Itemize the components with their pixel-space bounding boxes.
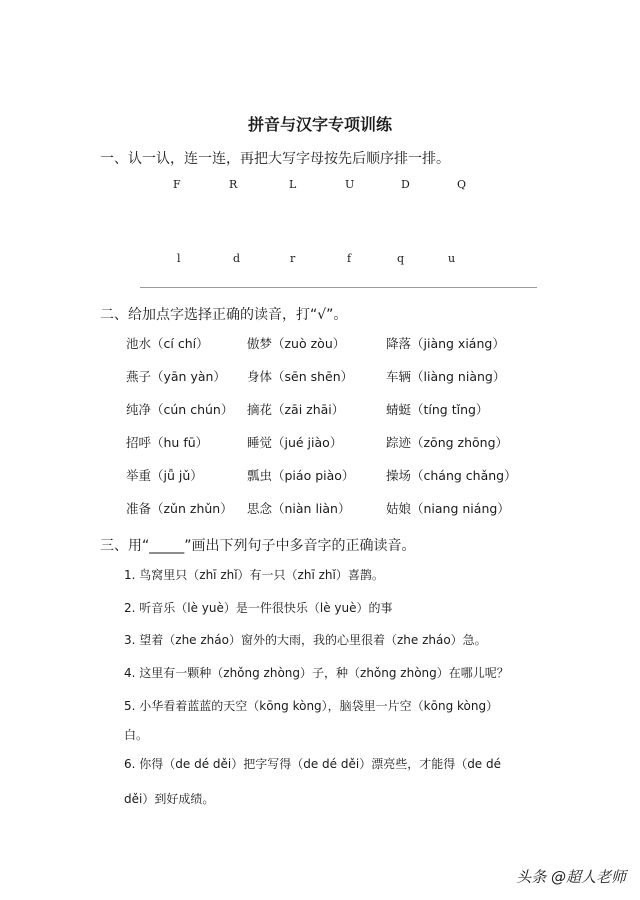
pinyin-item: 摘花（zāi zhāi） — [247, 402, 345, 417]
sentence-item: 6. 你得（de dé děi）把字写得（de dé děi）漂亮些，才能得（de dé — [124, 757, 502, 771]
lowercase-letter: l — [177, 252, 181, 265]
lowercase-letter: q — [397, 252, 405, 265]
pinyin-item: 蜻蜓（tíng tǐng） — [386, 402, 489, 417]
divider-line — [140, 287, 537, 288]
pinyin-item: 身体（sēn shēn） — [247, 369, 354, 384]
pinyin-item: 傲梦（zuò zòu） — [247, 336, 346, 351]
pinyin-item: 纯净（cún chún） — [126, 402, 234, 417]
uppercase-letter: L — [289, 178, 297, 191]
pinyin-item: 姑娘（niang niáng） — [386, 501, 510, 516]
pinyin-item: 瓢虫（piáo piào） — [247, 468, 355, 483]
pinyin-item: 招呼（hu fū） — [126, 435, 209, 450]
sentence-item: 1. 鸟窝里只（zhī zhǐ）有一只（zhī zhǐ）喜鹊。 — [124, 568, 384, 582]
sentence-continuation: 白。 — [124, 728, 149, 742]
pinyin-item: 池水（cí chí） — [126, 336, 209, 351]
uppercase-letter: F — [173, 178, 181, 191]
pinyin-item: 举重（jǚ jǔ） — [126, 468, 203, 483]
pinyin-item: 燕子（yān yàn） — [126, 369, 226, 384]
uppercase-letter: U — [345, 178, 355, 191]
lowercase-letter: f — [347, 252, 352, 265]
sentence-item: 2. 听音乐（lè yuè）是一件很快乐（lè yuè）的事 — [124, 601, 393, 615]
lowercase-letter: r — [290, 252, 296, 265]
uppercase-letter: R — [229, 178, 238, 191]
uppercase-letter: D — [401, 178, 410, 191]
sentence-item: 5. 小华看着蓝蓝的天空（kōng kòng），脑袋里一片空（kōng kòng） — [124, 699, 499, 713]
watermark: 头条 @超人老师 — [516, 868, 626, 886]
pinyin-item: 降落（jiàng xiáng） — [386, 336, 505, 351]
pinyin-item: 车辆（liàng niàng） — [386, 369, 506, 384]
pinyin-item: 准备（zǔn zhǔn） — [126, 501, 233, 516]
section1-heading: 一、认一认，连一连，再把大写字母按先后顺序排一排。 — [100, 151, 450, 167]
sentence-item: 4. 这里有一颗种（zhǒng zhòng）子，种（zhǒng zhòng）在哪儿呢？ — [124, 666, 509, 680]
sentence-item: 3. 望着（zhe zháo）窗外的大雨，我的心里很着（zhe zháo）急。 — [124, 633, 487, 647]
pinyin-item: 睡觉（jué jiào） — [247, 435, 343, 450]
sentence-continuation: děi）到好成绩。 — [124, 792, 215, 806]
pinyin-item: 思念（niàn liàn） — [247, 501, 351, 516]
uppercase-letter: Q — [457, 178, 467, 191]
page-title: 拼音与汉字专项训练 — [247, 115, 392, 134]
section2-heading: 二、给加点字选择正确的读音，打“√”。 — [100, 307, 348, 323]
lowercase-letter: d — [233, 252, 241, 265]
pinyin-item: 操场（cháng chǎng） — [386, 468, 517, 483]
section3-heading: 三、用“_____”画出下列句子中多音字的正确读音。 — [100, 538, 416, 554]
lowercase-letter: u — [448, 252, 456, 265]
pinyin-item: 踪迹（zōng zhōng） — [386, 435, 509, 450]
